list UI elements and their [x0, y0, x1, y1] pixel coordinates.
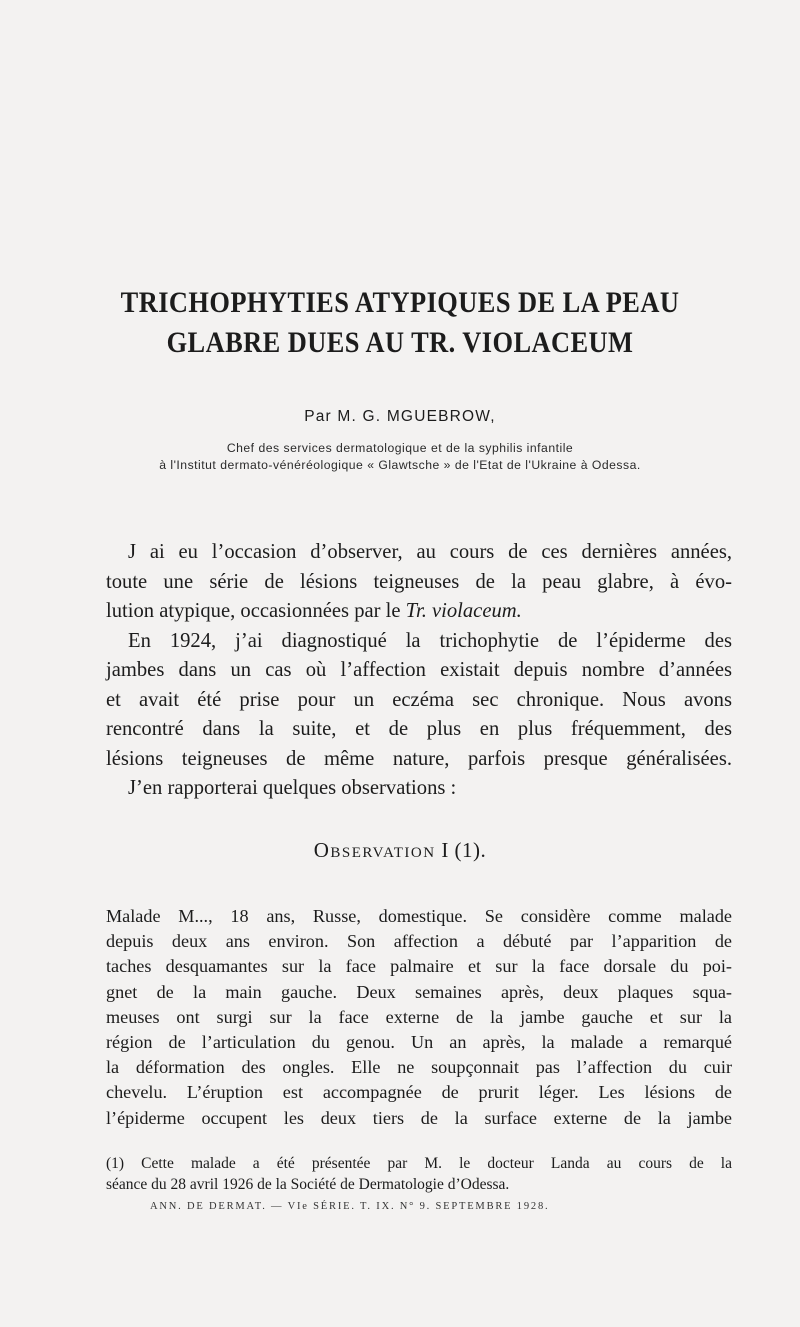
title-line-2: GLABRE DUES AU TR. VIOLACEUM: [166, 326, 634, 359]
intro-line: J ai eu l’occasion d’observer, au cours de ces dernières années,: [128, 541, 732, 563]
observation-heading: [0, 838, 800, 863]
title-line-1: TRICHOPHYTIES ATYPIQUES DE LA PEAU: [120, 286, 680, 319]
intro-line: toute une série de lésions teigneuses de la peau glabre, à évo-: [106, 570, 732, 593]
footnote-line: (1) Cette malade a été présentée par M. le docteur Landa au cours de la: [106, 1155, 732, 1172]
observation-line: depuis deux ans environ. Son affection a débuté par l’apparition de: [106, 931, 732, 952]
affiliation-line-1: Chef des services dermatologique et de la syphilis infantile: [226, 441, 574, 455]
intro-line: et avait été prise pour un eczéma sec chronique. Nous avons: [106, 688, 732, 711]
intro-line: rencontré dans la suite, et de plus en plus fréquemment, des: [106, 718, 732, 740]
observation-line: la déformation des ongles. Elle ne soupçonnait pas l’affection du cuir: [106, 1057, 732, 1078]
article-title: [110, 283, 691, 363]
observation-line: région de l’articulation du genou. Un an après, la malade a remarqué: [106, 1031, 732, 1052]
observation-word: Observation: [313, 838, 436, 862]
author-byline: Par M. G. MGUEBROW,: [304, 408, 496, 425]
observation-line: gnet de la main gauche. Deux semaines après, deux plaques squa-: [106, 981, 732, 1002]
observation-line: meuses ont surgi sur la face externe de la jambe gauche et sur la: [106, 1006, 732, 1027]
intro-line-text: lution atypique, occasionnées par le: [106, 600, 406, 622]
intro-line: [106, 597, 732, 627]
intro-line: En 1924, j’ai diagnostiqué la trichophytie de l’épiderme des: [128, 629, 732, 652]
intro-line: J’en rapporterai quelques observations :: [128, 777, 457, 799]
author-affiliation: [60, 440, 740, 474]
observation-line: l’épiderme occupent les deux tiers de la surface externe de la jambe: [106, 1107, 732, 1128]
observation-line: taches desquamantes sur la face palmaire et sur la face dorsale du poi-: [106, 956, 732, 977]
intro-line: lésions teigneuses de même nature, parfois presque généralisées.: [106, 747, 732, 770]
footnote-line: séance du 28 avril 1926 de la Société de Dermatologie d’Odessa.: [106, 1176, 510, 1193]
observation-number: I (1).: [441, 838, 487, 862]
intro-line: jambes dans un cas où l’affection existait depuis nombre d’années: [106, 659, 732, 681]
species-name: Tr. violaceum.: [405, 600, 522, 622]
intro-paragraph: [106, 538, 732, 804]
footnote: [106, 1153, 732, 1195]
running-footer: ANN. DE DERMAT. — VIe SÉRIE. T. IX. N° 9. SEPTEMBRE 1928.: [150, 1201, 550, 1212]
observation-paragraph: [106, 904, 732, 1131]
affiliation-line-2: à l'Institut dermato-vénéréologique « Glawtsche » de l'Etat de l'Ukraine à Odessa.: [159, 458, 641, 472]
observation-line: Malade M..., 18 ans, Russe, domestique. Se considère comme malade: [106, 906, 732, 926]
observation-line: chevelu. L’éruption est accompagnée de prurit léger. Les lésions de: [106, 1082, 732, 1103]
